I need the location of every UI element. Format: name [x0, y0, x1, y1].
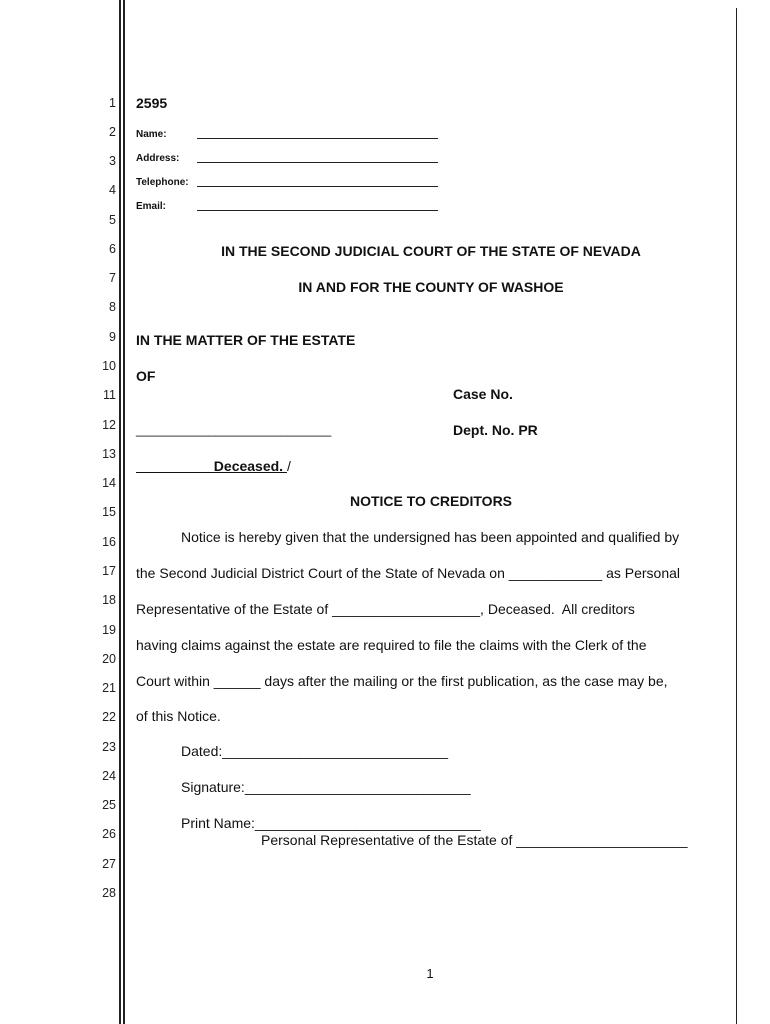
line-number: 26 — [102, 827, 116, 841]
dated-field[interactable]: Dated:_____________________________ — [181, 743, 449, 759]
field-label: Address: — [136, 153, 180, 164]
line-number: 27 — [102, 857, 116, 871]
line-number: 14 — [102, 476, 116, 490]
dept-number-label: Dept. No. PR — [453, 422, 538, 438]
field-line — [197, 186, 438, 187]
left-margin-rule-inner — [123, 0, 125, 1024]
line-number: 4 — [109, 183, 116, 197]
caption-matter: IN THE MATTER OF THE ESTATE — [136, 332, 356, 348]
field-line — [197, 162, 438, 163]
line-number: 16 — [102, 535, 116, 549]
line-number: 5 — [109, 213, 116, 227]
field-line — [197, 210, 438, 211]
line-number: 25 — [102, 798, 116, 812]
line-number: 17 — [102, 564, 116, 578]
field-label: Telephone: — [136, 177, 189, 188]
field-label: Email: — [136, 201, 167, 212]
line-number: 9 — [109, 330, 116, 344]
deceased-line — [136, 458, 291, 474]
line-number: 20 — [102, 652, 116, 666]
line-number: 10 — [102, 359, 116, 373]
line-number: 12 — [102, 418, 116, 432]
notice-paragraph-line: Notice is hereby given that the undersigned has been appointed and qualified by — [181, 529, 680, 545]
notice-paragraph-line: having claims against the estate are required to file the claims with the Clerk of the — [136, 637, 647, 653]
line-number: 8 — [109, 300, 116, 314]
notice-paragraph-line: Representative of the Estate of ___________________, Deceased. All creditors — [136, 601, 635, 617]
line-number: 3 — [109, 154, 116, 168]
line-number: 7 — [109, 271, 116, 285]
notice-paragraph-line: Court within ______ days after the mailing or the first publication, as the case may be, — [136, 673, 668, 689]
caption-of: OF — [136, 368, 156, 384]
line-number: 18 — [102, 593, 116, 607]
print-name-field[interactable]: Print Name:_____________________________ — [181, 815, 481, 831]
personal-representative-line[interactable]: Personal Representative of the Estate of ______________________ — [261, 832, 688, 848]
left-margin-rule-outer — [119, 0, 121, 1024]
field-line — [197, 138, 438, 139]
line-number: 24 — [102, 769, 116, 783]
line-number: 2 — [109, 125, 116, 139]
line-number: 1 — [109, 96, 116, 110]
caption-slash: / — [286, 458, 291, 474]
case-number-label: Case No. — [453, 386, 513, 402]
line-number: 22 — [102, 710, 116, 724]
line-number: 11 — [103, 388, 116, 402]
right-margin-rule — [736, 8, 737, 1024]
form-number: 2595 — [136, 95, 168, 111]
decedent-name-blank[interactable]: ___________________________ — [136, 422, 332, 437]
line-number: 23 — [102, 740, 116, 754]
line-number: 15 — [102, 505, 116, 519]
line-number: 28 — [102, 886, 116, 900]
signature-field[interactable]: Signature:_____________________________ — [181, 779, 471, 795]
line-number: 19 — [102, 623, 116, 637]
deceased-label: Deceased. — [136, 458, 287, 474]
notice-paragraph-line: of this Notice. — [136, 708, 221, 724]
notice-paragraph-line: the Second Judicial District Court of the State of Nevada on ____________ as Personal — [136, 565, 681, 581]
notice-title: NOTICE TO CREDITORS — [349, 493, 513, 509]
line-number: 6 — [109, 242, 116, 256]
line-number: 13 — [102, 447, 116, 461]
court-title-line2: IN AND FOR THE COUNTY OF WASHOE — [298, 279, 564, 295]
court-title-line1: IN THE SECOND JUDICIAL COURT OF THE STATE OF NEVADA — [221, 243, 641, 259]
page-number: 1 — [426, 966, 434, 981]
field-label: Name: — [136, 129, 167, 140]
line-number: 21 — [102, 681, 116, 695]
